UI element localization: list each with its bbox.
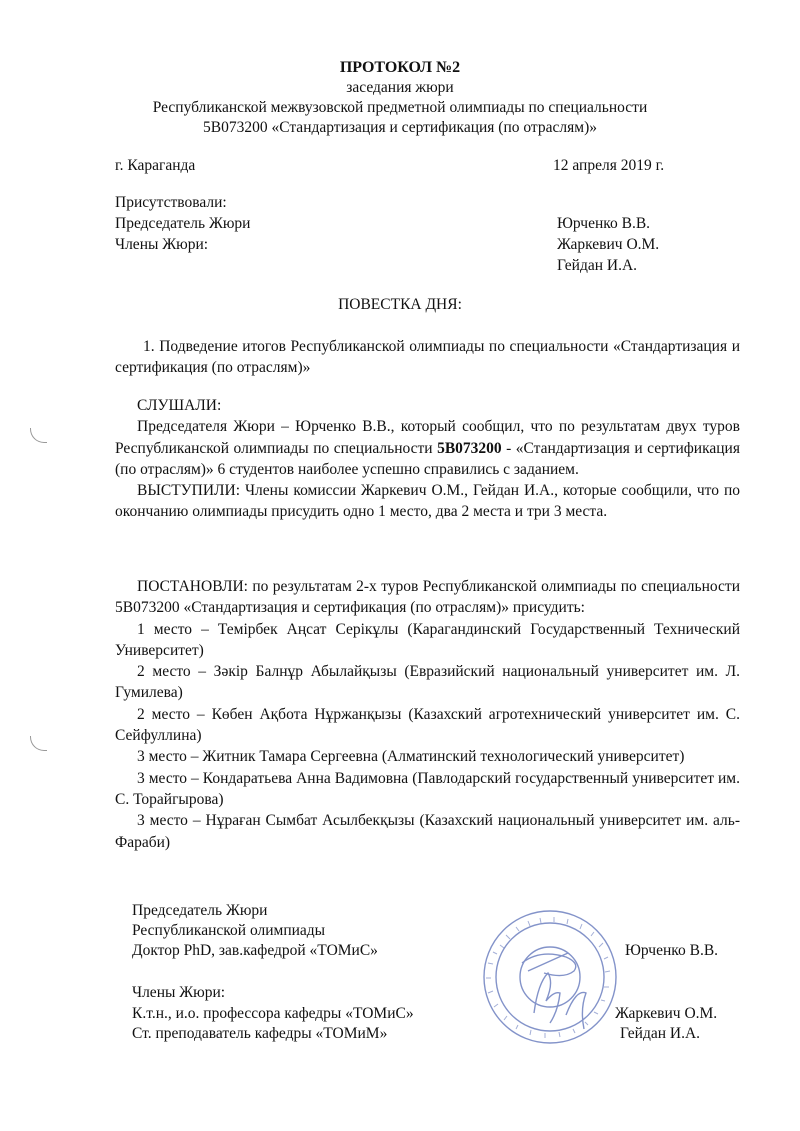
place-entry: 1 место – Темірбек Аңсат Серікұлы (Карагандинский Государственный Технический Университет) — [115, 620, 740, 659]
header-olympiad: Республиканской межвузовской предметной олимпиады по специальности — [152, 99, 648, 116]
member-name: Гейдан И.А. — [557, 257, 638, 274]
chair-name: Юрченко В.В. — [557, 215, 651, 232]
signature-members-label: Члены Жюри: — [132, 984, 226, 1001]
resolution-section — [115, 576, 740, 853]
header-specialty: 5В073200 «Стандартизация и сертификация (по отраслям)» — [203, 119, 597, 136]
place-entry: 3 место – Житник Тамара Сергеевна (Алматинский технологический университет) — [137, 748, 685, 766]
spoke-text: ВЫСТУПИЛИ: Члены комиссии Жаркевич О.М., Гейдан И.А., которые сообщили, что по окончанию олимпиады присудить одно 1 место, два 2 места и три 3 места. — [115, 482, 740, 521]
city: г. Караганда — [115, 157, 196, 174]
place-entry: 2 место – Зәкір Балнұр Абылайқызы (Евразийский национальный университет им. Л. Гумилева) — [115, 663, 740, 702]
signature-chair-name: Юрченко В.В. — [625, 942, 719, 959]
members-label: Члены Жюри: — [115, 236, 209, 253]
signature-member2-name: Гейдан И.А. — [620, 1025, 701, 1042]
place-entry: 3 место – Нұраған Сымбат Асылбекқызы (Казахский национальный университет им. аль-Фараби) — [115, 812, 740, 851]
agenda-heading: ПОВЕСТКА ДНЯ: — [338, 296, 462, 313]
agenda-item-text: 1. Подведение итогов Республиканской олимпиады по специальности «Стандартизация и сертификация (по отраслям)» — [115, 338, 740, 377]
official-stamp — [470, 905, 630, 1055]
heard-text — [115, 416, 740, 480]
document-header — [0, 58, 800, 138]
signature-chair-line3: Доктор PhD, зав.кафедрой «ТОМиС» — [132, 942, 378, 959]
member-name: Жаркевич О.М. — [557, 236, 660, 253]
signature-chair-line1: Председатель Жюри — [132, 902, 268, 919]
signature-member1-name: Жаркевич О.М. — [615, 1005, 718, 1022]
punch-hole-mark — [30, 428, 47, 443]
heard-label: СЛУШАЛИ: — [137, 397, 222, 414]
header-subtitle: заседания жюри — [346, 79, 454, 96]
present-label: Присутствовали: — [115, 194, 227, 211]
signature-chair-line2: Республиканской олимпиады — [132, 922, 326, 939]
heard-text-part: Председателя Жюри – Юрченко В.В., который сообщил, что по результатам двух туров Республиканской олимпиады по специальности — [115, 418, 740, 457]
heard-text-part: - «Стандартизация и сертификация (по отраслям)» 6 студентов наиболее успешно справились с заданием. — [115, 439, 740, 478]
resolution-intro: ПОСТАНОВЛИ: по результатам 2-х туров Республиканской олимпиады по специальности 5В073200 «Стандартизация и сертификация (по отраслям)» присудить: — [115, 578, 740, 617]
signature-member2-title: Ст. преподаватель кафедры «ТОМиМ» — [132, 1025, 388, 1042]
chair-label: Председатель Жюри — [115, 215, 251, 232]
place-entry: 2 место – Көбен Ақбота Нұржанқызы (Казахский агротехнический университет им. С. Сейфуллина) — [115, 705, 740, 745]
place-entry: 3 место – Кондаратьева Анна Вадимовна (Павлодарский государственный университет им. С. Торайгырова) — [115, 769, 740, 808]
date: 12 апреля 2019 г. — [553, 157, 665, 174]
specialty-code: 5В073200 — [437, 439, 502, 457]
document-title: ПРОТОКОЛ №2 — [339, 59, 461, 76]
punch-hole-mark — [30, 736, 47, 751]
signature-member1-title: К.т.н., и.о. профессора кафедры «ТОМиС» — [132, 1005, 414, 1022]
agenda-item — [115, 336, 740, 379]
heard-section — [115, 395, 740, 523]
